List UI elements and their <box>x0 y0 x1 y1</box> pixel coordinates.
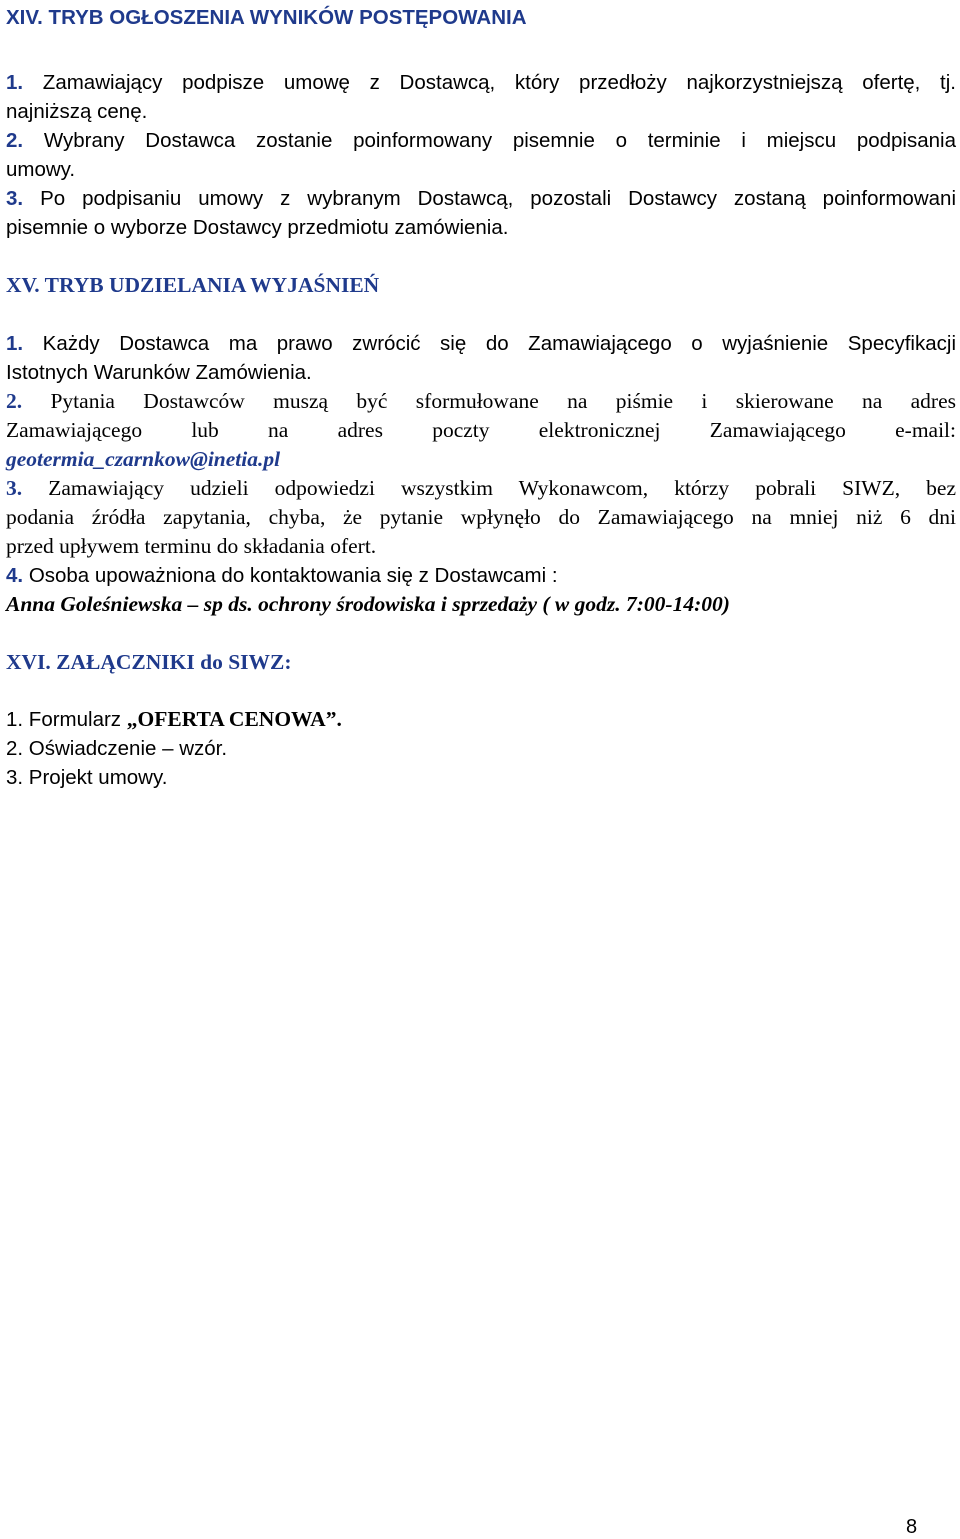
list-item-continuation: Zamawiającego lub na adres poczty elektronicznej Zamawiającego e-mail: <box>6 418 956 442</box>
attachment-item-2: 2. Oświadczenie – wzór. <box>6 737 228 760</box>
attachment-item-3: 3. Projekt umowy. <box>6 766 168 789</box>
attachment-item-1: 1. Formularz „OFERTA CENOWA”. <box>6 707 342 731</box>
list-item-continuation: pisemnie o wyborze Dostawcy przedmiotu zamówienia. <box>6 216 509 239</box>
page-number: 8 <box>906 1516 918 1538</box>
contact-person: Anna Goleśniewska – sp ds. ochrony środowiska i sprzedaży ( w godz. 7:00-14:00) <box>6 592 730 616</box>
email-link[interactable]: geotermia_czarnkow@inetia.pl <box>6 447 281 471</box>
list-item-continuation: podania źródła zapytania, chyba, że pytanie wpłynęło do Zamawiającego na mniej niż 6 dni <box>6 505 956 529</box>
list-item-continuation: umowy. <box>6 158 76 181</box>
list-item-continuation: Istotnych Warunków Zamówienia. <box>6 361 312 384</box>
list-item-continuation: najniższą cenę. <box>6 100 148 123</box>
list-item: 1. Każdy Dostawca ma prawo zwrócić się do Zamawiającego o wyjaśnienie Specyfikacji <box>6 332 956 355</box>
list-item-continuation: przed upływem terminu do składania ofert. <box>6 534 377 558</box>
list-item: 2. Pytania Dostawców muszą być sformułowane na piśmie i skierowane na adres <box>6 389 956 413</box>
list-item: 2. Wybrany Dostawca zostanie poinformowany pisemnie o terminie i miejscu podpisania <box>6 129 956 152</box>
list-item: 3. Po podpisaniu umowy z wybranym Dostawcą, pozostali Dostawcy zostaną poinformowani <box>6 187 956 210</box>
list-item: 1. Zamawiający podpisze umowę z Dostawcą, który przedłoży najkorzystniejszą ofertę, tj. <box>6 71 956 94</box>
section-heading-xvi: XVI. ZAŁĄCZNIKI do SIWZ: <box>6 650 292 674</box>
list-item: 4. Osoba upoważniona do kontaktowania się z Dostawcami : <box>6 564 558 587</box>
list-item: 3. Zamawiający udzieli odpowiedzi wszystkim Wykonawcom, którzy pobrali SIWZ, bez <box>6 476 957 500</box>
section-heading-xv: XV. TRYB UDZIELANIA WYJAŚNIEŃ <box>6 273 380 297</box>
section-heading-xiv: XIV. TRYB OGŁOSZENIA WYNIKÓW POSTĘPOWANIA <box>6 6 527 29</box>
